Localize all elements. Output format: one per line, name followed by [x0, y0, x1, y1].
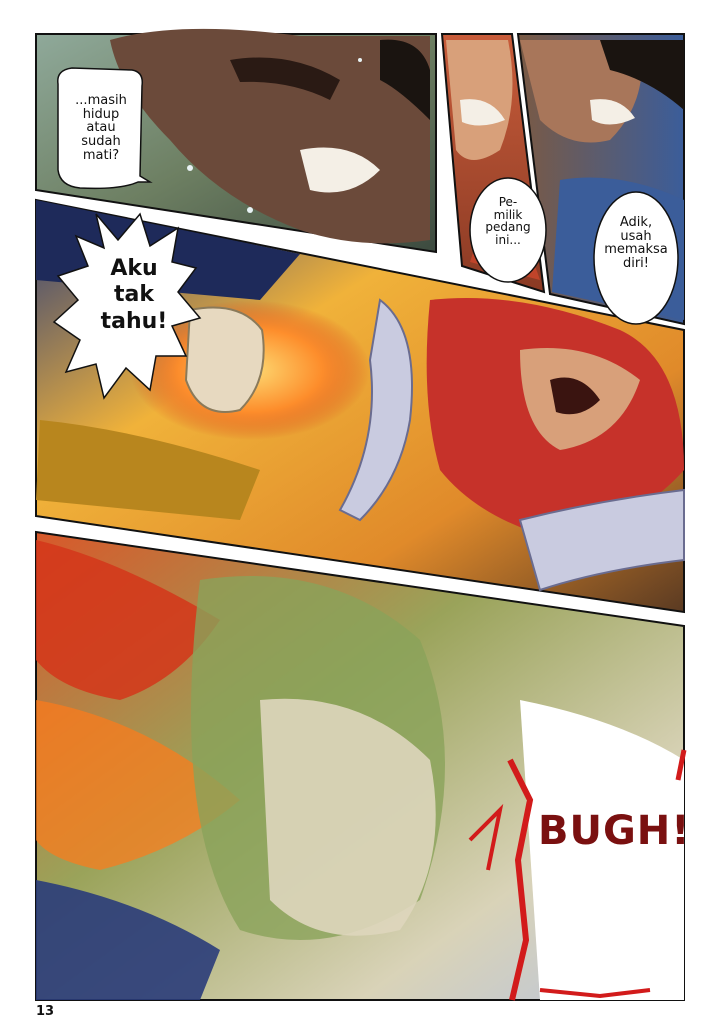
bubble-line: hidup — [82, 106, 120, 122]
bubble-line: ini... — [495, 232, 521, 247]
bubble-adik — [596, 216, 676, 271]
bubble-line: milik — [493, 207, 523, 222]
bubble-line: atau — [86, 120, 116, 136]
bubble-line: Adik, — [619, 215, 653, 230]
page-number: 13 — [36, 1004, 55, 1019]
bubble-line: mati? — [82, 147, 120, 163]
bubble-line: tak — [114, 282, 154, 308]
bubble-pemilik-pedang — [472, 196, 544, 246]
bubble-line: ...masih — [75, 93, 127, 108]
bubble-line: diri! — [622, 255, 650, 271]
bubble-aku-tak-tahu — [84, 256, 184, 335]
bubble-line: Aku — [110, 256, 158, 281]
bubble-line: pedang — [485, 220, 531, 235]
bubble-line: memaksa — [604, 242, 668, 258]
bubble-line: tahu! — [100, 308, 168, 334]
bubble-line: usah — [620, 228, 652, 244]
sound-effect-bugh: BUGH! — [538, 808, 691, 854]
panel-5 — [36, 532, 684, 1000]
bubble-masih-hidup — [56, 94, 146, 162]
bubble-line: sudah — [81, 133, 121, 149]
bubble-line: Pe- — [498, 195, 518, 209]
